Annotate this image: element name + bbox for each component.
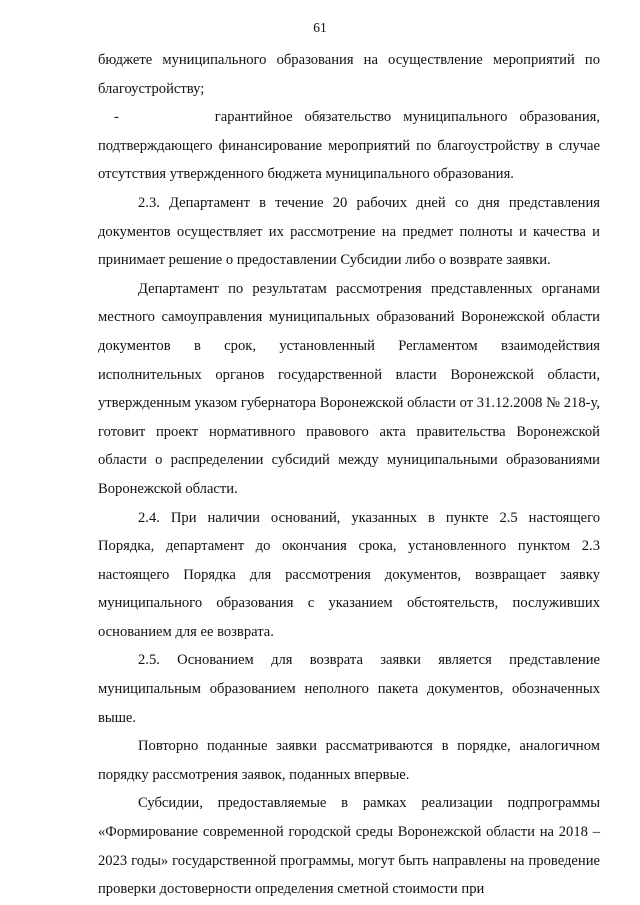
page-number: 61 — [313, 20, 327, 35]
paragraph-2-4: 2.4. При наличии оснований, указанных в пункте 2.5 настоящего Порядка, департамент до окончания срока, установленного пунктом 2.3 настоящего Порядка для рассмотрения документов, возвращает заявку муниципального образования с указанием обстоятельств, послуживших основанием для ее возврата. — [98, 509, 600, 640]
paragraph-2-5: 2.5. Основанием для возврата заявки является представление муниципальным образованием неполного пакета документов, обозначенных выше. — [98, 652, 600, 726]
paragraph-2-3: 2.3. Департамент в течение 20 рабочих дней со дня представления документов осуществляет их рассмотрение на предмет полноты и качества и принимает решение о предоставлении Субсидии либо о возврате заявки. — [98, 194, 600, 269]
paragraph-budget-continuation: бюджете муниципального образования на осуществление мероприятий по благоустройству; — [98, 52, 600, 97]
document-body — [98, 46, 600, 904]
paragraph-guarantee-obligation: - гарантийное обязательство муниципального образования, подтверждающего финансирование мероприятий по благоустройству в случае отсутствия утвержденного бюджета муниципального образования. — [98, 109, 600, 183]
paragraph-department-results: Департамент по результатам рассмотрения представленных органами местного самоуправления муниципальных образований Воронежской области документов в срок, установленный Регламентом взаимодействия исполнительных органов государственной власти Воронежской области, утвержденным указом губернатора Воронежской области от 31.12.2008 № 218-у, готовит проект нормативного правового акта правительства Воронежской области о распределении субсидий между муниципальными образованиями Воронежской области. — [98, 280, 600, 497]
paragraph-resubmitted-applications: Повторно поданные заявки рассматриваются в порядке, аналогичном порядку рассмотрения заявок, поданных впервые. — [98, 738, 600, 783]
paragraph-subsidies: Субсидии, предоставляемые в рамках реализации подпрограммы «Формирование современной городской среды Воронежской области на 2018 – 2023 годы» государственной программы, могут быть направлены на проведение проверки достоверности определения сметной стоимости при — [98, 795, 600, 898]
